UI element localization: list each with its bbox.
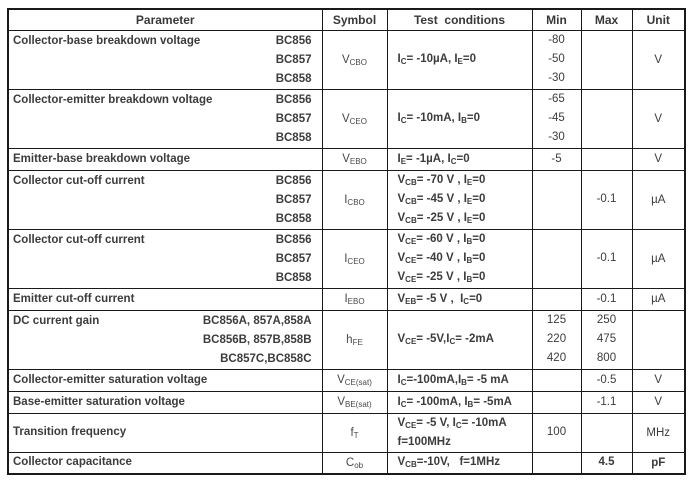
test-conditions-cell bbox=[387, 89, 532, 148]
unit-cell: V bbox=[632, 148, 685, 170]
test-condition: $V_{CE}= -5V,I_C= -2mA$ bbox=[397, 333, 494, 346]
min-value: -80 bbox=[548, 34, 565, 46]
min-cell bbox=[532, 89, 581, 148]
max-value: 4.5 bbox=[598, 456, 615, 469]
min-cell bbox=[532, 288, 581, 310]
test-condition: $V_{CE}= -25$ V , $I_B=0$ bbox=[397, 271, 486, 284]
max-cell bbox=[581, 288, 632, 310]
device-variant: BC856 bbox=[275, 233, 312, 246]
max-value: -1.1 bbox=[596, 395, 617, 408]
parameter-cell bbox=[8, 288, 322, 310]
symbol-cell: $I_{EBO}$ bbox=[322, 288, 387, 310]
parameter-cell bbox=[8, 30, 322, 89]
max-cell bbox=[581, 229, 632, 288]
symbol-cell: $V_{BE(sat)}$ bbox=[322, 391, 387, 413]
test-condition: $I_C=-100mA,I_B= -5$ mA bbox=[397, 373, 509, 387]
unit-cell: V bbox=[632, 369, 685, 391]
test-conditions-cell bbox=[387, 288, 532, 310]
parameter-cell bbox=[8, 89, 322, 148]
unit-cell: µA bbox=[632, 229, 685, 288]
test-condition: $V_{CB}= -70$ V , $I_E=0$ bbox=[397, 174, 486, 187]
parameter-name: Transition frequency bbox=[13, 426, 127, 438]
symbol-cell: $I_{CBO}$ bbox=[322, 170, 387, 229]
parameter-name: Collector-emitter saturation voltage bbox=[13, 373, 208, 386]
symbol-cell: $V_{EBO}$ bbox=[322, 148, 387, 170]
parameter-cell bbox=[8, 148, 322, 170]
table-row bbox=[8, 288, 685, 310]
min-cell bbox=[532, 391, 581, 413]
min-cell bbox=[532, 452, 581, 474]
test-conditions-cell bbox=[387, 170, 532, 229]
table-row bbox=[8, 170, 685, 229]
test-condition: f=100MHz bbox=[397, 435, 451, 448]
device-variant: BC858 bbox=[275, 72, 312, 85]
max-cell bbox=[581, 89, 632, 148]
table-row bbox=[8, 369, 685, 391]
max-value: -0.5 bbox=[596, 373, 617, 386]
col-header-max: Max bbox=[581, 9, 632, 30]
parameter-name: Collector-emitter breakdown voltage bbox=[13, 93, 213, 106]
max-value: -0.1 bbox=[596, 292, 617, 305]
min-value: -50 bbox=[548, 53, 565, 65]
device-variant: BC856 bbox=[275, 93, 312, 106]
electrical-characteristics-table bbox=[7, 8, 686, 475]
table-row bbox=[8, 229, 685, 288]
unit-cell bbox=[632, 310, 685, 369]
unit-cell: V bbox=[632, 391, 685, 413]
device-variant: BC857C,BC858C bbox=[220, 352, 312, 365]
header-row bbox=[8, 9, 685, 30]
test-condition: $V_{CE}= -5$ V, $I_C= -10mA$ bbox=[397, 416, 507, 430]
test-conditions-cell bbox=[387, 148, 532, 170]
max-cell bbox=[581, 369, 632, 391]
parameter-name: Collector cut-off current bbox=[13, 174, 145, 187]
parameter-cell bbox=[8, 452, 322, 474]
min-cell bbox=[532, 30, 581, 89]
device-variant: BC857 bbox=[275, 112, 312, 125]
symbol-cell: $f_T$ bbox=[322, 413, 387, 452]
min-value: 420 bbox=[546, 352, 567, 364]
test-conditions-cell bbox=[387, 369, 532, 391]
col-header-min: Min bbox=[532, 9, 581, 30]
device-variant: BC857 bbox=[275, 193, 312, 206]
symbol-cell: $h_{FE}$ bbox=[322, 310, 387, 369]
table-row bbox=[8, 89, 685, 148]
unit-cell: µA bbox=[632, 288, 685, 310]
device-variant: BC858 bbox=[275, 212, 312, 225]
min-cell bbox=[532, 148, 581, 170]
table-row bbox=[8, 413, 685, 452]
unit-cell: µA bbox=[632, 170, 685, 229]
max-value: 475 bbox=[596, 333, 617, 345]
max-cell bbox=[581, 30, 632, 89]
test-condition: $V_{CB}=-10V$, f=1MHz bbox=[397, 456, 501, 470]
min-value: 125 bbox=[546, 314, 567, 326]
min-value: -65 bbox=[548, 93, 565, 105]
unit-cell: pF bbox=[632, 452, 685, 474]
max-cell bbox=[581, 170, 632, 229]
unit-cell: V bbox=[632, 89, 685, 148]
test-condition: $I_C= -100mA$, $I_B= -5mA$ bbox=[397, 395, 512, 409]
min-value: -5 bbox=[551, 152, 562, 165]
min-value: -30 bbox=[548, 131, 565, 143]
parameter-name: Collector cut-off current bbox=[13, 233, 145, 246]
col-header-test-conditions: Test conditions bbox=[387, 9, 532, 30]
device-variant: BC857 bbox=[275, 252, 312, 265]
parameter-name: Base-emitter saturation voltage bbox=[13, 395, 185, 408]
test-conditions-cell bbox=[387, 30, 532, 89]
test-condition: $I_E= -1\mu A$, $I_C=0$ bbox=[397, 152, 470, 166]
min-cell bbox=[532, 170, 581, 229]
test-conditions-cell bbox=[387, 452, 532, 474]
symbol-cell: $I_{CEO}$ bbox=[322, 229, 387, 288]
parameter-name: Collector capacitance bbox=[13, 456, 132, 469]
min-value: -30 bbox=[548, 72, 565, 84]
table-row bbox=[8, 452, 685, 474]
max-cell bbox=[581, 310, 632, 369]
test-condition: $V_{CE}= -40$ V , $I_B=0$ bbox=[397, 252, 486, 265]
max-cell bbox=[581, 413, 632, 452]
min-value: 100 bbox=[546, 426, 567, 438]
test-conditions-cell bbox=[387, 310, 532, 369]
table-row bbox=[8, 310, 685, 369]
test-condition: $V_{CB}= -45$ V , $I_E=0$ bbox=[397, 193, 486, 206]
parameter-name: DC current gain bbox=[13, 314, 100, 327]
symbol-cell: $C_{ob}$ bbox=[322, 452, 387, 474]
parameter-name: Emitter-base breakdown voltage bbox=[13, 152, 191, 165]
parameter-cell bbox=[8, 170, 322, 229]
test-condition: $I_C= -10mA$, $I_B=0$ bbox=[397, 112, 481, 125]
parameter-cell bbox=[8, 229, 322, 288]
symbol-cell: $V_{CBO}$ bbox=[322, 30, 387, 89]
max-cell bbox=[581, 391, 632, 413]
min-cell bbox=[532, 310, 581, 369]
max-value: -0.1 bbox=[596, 193, 617, 205]
parameter-name: Collector-base breakdown voltage bbox=[13, 34, 201, 47]
table-row bbox=[8, 391, 685, 413]
test-condition: $V_{EB}= -5$ V , $I_C=0$ bbox=[397, 292, 483, 306]
min-value: 220 bbox=[546, 333, 567, 345]
device-variant: BC858 bbox=[275, 271, 312, 284]
max-cell bbox=[581, 452, 632, 474]
parameter-cell bbox=[8, 413, 322, 452]
test-condition: $I_C= -10\mu A$, $I_E=0$ bbox=[397, 53, 477, 66]
test-condition: $V_{CB}= -25$ V , $I_E=0$ bbox=[397, 212, 486, 225]
device-variant: BC856 bbox=[275, 174, 312, 187]
parameter-name: Emitter cut-off current bbox=[13, 292, 135, 305]
max-value: 250 bbox=[596, 314, 617, 326]
device-variant: BC856 bbox=[275, 34, 312, 47]
device-variant: BC858 bbox=[275, 131, 312, 144]
min-cell bbox=[532, 369, 581, 391]
test-conditions-cell bbox=[387, 229, 532, 288]
test-conditions-cell bbox=[387, 391, 532, 413]
col-header-symbol: Symbol bbox=[322, 9, 387, 30]
symbol-cell: $V_{CEO}$ bbox=[322, 89, 387, 148]
table-row bbox=[8, 30, 685, 89]
unit-cell: MHz bbox=[632, 413, 685, 452]
col-header-parameter: Parameter bbox=[8, 9, 322, 30]
symbol-cell: $V_{CE(sat)}$ bbox=[322, 369, 387, 391]
max-value: 800 bbox=[596, 352, 617, 364]
col-header-unit: Unit bbox=[632, 9, 685, 30]
device-variant: BC856A, 857A,858A bbox=[202, 314, 312, 327]
test-conditions-cell bbox=[387, 413, 532, 452]
test-condition: $V_{CE}= -60$ V , $I_B=0$ bbox=[397, 233, 486, 246]
parameter-cell bbox=[8, 310, 322, 369]
table-row bbox=[8, 148, 685, 170]
unit-cell: V bbox=[632, 30, 685, 89]
max-cell bbox=[581, 148, 632, 170]
min-cell bbox=[532, 413, 581, 452]
device-variant: BC857 bbox=[275, 53, 312, 66]
max-value: -0.1 bbox=[596, 252, 617, 264]
parameter-cell bbox=[8, 369, 322, 391]
min-value: -45 bbox=[548, 112, 565, 124]
device-variant: BC856B, 857B,858B bbox=[202, 333, 312, 346]
parameter-cell bbox=[8, 391, 322, 413]
min-cell bbox=[532, 229, 581, 288]
